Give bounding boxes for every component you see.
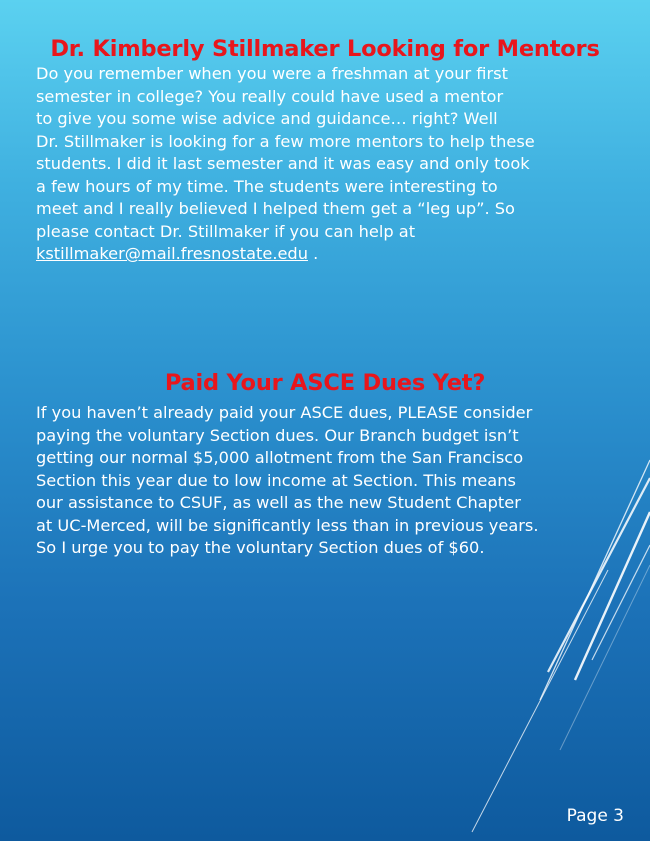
paragraph-line: at UC-Merced, will be significantly less than in previous years.: [36, 515, 539, 535]
paragraph-line: our assistance to CSUF, as well as the new Student Chapter: [36, 493, 521, 512]
email-suffix: .: [307, 244, 319, 263]
paragraph-line: Dr. Stillmaker is looking for a few more mentors to help these: [36, 131, 535, 151]
page-number: Page 3: [566, 806, 624, 826]
paragraph-line: So I urge you to pay the voluntary Section dues of $60.: [36, 538, 485, 557]
paragraph-line: a few hours of my time. The students were interesting to: [36, 176, 498, 196]
paragraph-line: please contact Dr. Stillmaker if you can help at: [36, 221, 416, 241]
paragraph-line: meet and I really believed I helped them get a “leg up”. So: [36, 199, 515, 218]
dues-heading: Paid Your ASCE Dues Yet?: [164, 370, 486, 396]
email-link[interactable]: kstillmaker@mail.fresnostate.edu: [36, 244, 308, 263]
paragraph-line: semester in college? You really could have used a mentor: [36, 86, 504, 106]
paragraph-line: getting our normal $5,000 allotment from the San Francisco: [36, 448, 524, 467]
email-line: [36, 243, 626, 266]
mentors-heading: Dr. Kimberly Stillmaker Looking for Mentors: [50, 36, 600, 62]
dues-paragraph: [36, 402, 626, 560]
paragraph-line: students. I did it last semester and it was easy and only took: [36, 154, 530, 173]
paragraph-line: paying the voluntary Section dues. Our Branch budget isn’t: [36, 425, 519, 445]
mentors-paragraph: [36, 63, 626, 266]
paragraph-line: Do you remember when you were a freshman at your first: [36, 64, 508, 83]
paragraph-line: If you haven’t already paid your ASCE dues, PLEASE consider: [36, 403, 533, 422]
paragraph-line: to give you some wise advice and guidance… right? Well: [36, 109, 498, 128]
paragraph-line: Section this year due to low income at Section. This means: [36, 470, 516, 490]
